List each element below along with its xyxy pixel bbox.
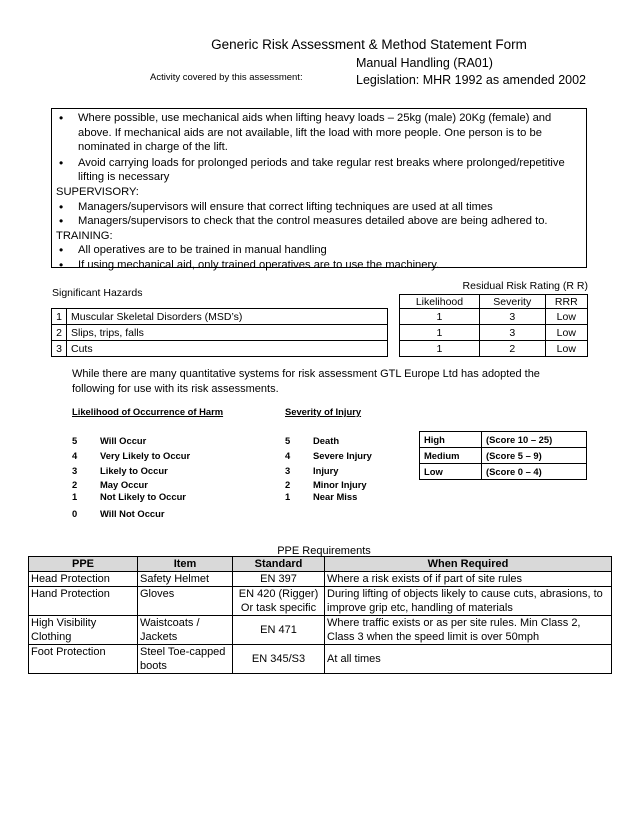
cell: Hand Protection (29, 587, 138, 616)
table-row (400, 309, 588, 325)
hazards-table (51, 308, 388, 357)
cell: 2 (479, 341, 545, 357)
cell: Gloves (138, 587, 233, 616)
control-item: • Managers/supervisors will ensure that correct lifting techniques are used at all times (56, 200, 582, 215)
col-header: Likelihood (400, 295, 480, 309)
cell: During lifting of objects likely to cause cuts, abrasions, to improve grip etc, handling of materials (325, 587, 612, 616)
section-heading-training: TRAINING: (56, 229, 113, 242)
control-item: • Managers/supervisors to check that the control measures detailed above are being adhered to. (56, 214, 582, 229)
severity-row: 3 Injury (285, 465, 339, 476)
cell: EN 345/S3 (233, 645, 325, 674)
hazard-text: Slips, trips, falls (67, 325, 388, 341)
severity-row: 4 Severe Injury (285, 450, 372, 461)
cell: Where a risk exists of if part of site rules (325, 572, 612, 587)
likelihood-heading: Likelihood of Occurrence of Harm (72, 406, 224, 417)
cell: Safety Helmet (138, 572, 233, 587)
table-row (29, 645, 612, 674)
control-item: • Avoid carrying loads for prolonged periods and take regular rest breaks where prolonged/repetitive lifting is necessary (56, 156, 582, 185)
score-range: (Score 5 – 9) (482, 448, 587, 464)
table-row (400, 341, 588, 357)
cell: Low (545, 341, 587, 357)
severity-row: 5 Death (285, 435, 340, 446)
hazard-number: 2 (52, 325, 67, 341)
hazard-number: 1 (52, 309, 67, 325)
score-level: Medium (420, 448, 482, 464)
table-row (29, 616, 612, 645)
likelihood-row: 5 Will Occur (72, 435, 147, 446)
table-header-row (29, 557, 612, 572)
score-range: (Score 10 – 25) (482, 432, 587, 448)
control-item: • If using mechanical aid, only trained operatives are to use the machinery. (56, 258, 582, 273)
col-header: PPE (29, 557, 138, 572)
activity-value: Manual Handling (RA01) (356, 56, 493, 70)
hazard-text: Cuts (67, 341, 388, 357)
table-header-row (400, 295, 588, 309)
cell: Foot Protection (29, 645, 138, 674)
activity-label: Activity covered by this assessment: (150, 72, 303, 83)
cell: 3 (479, 325, 545, 341)
cell: Steel Toe-capped boots (138, 645, 233, 674)
likelihood-row: 2 May Occur (72, 479, 148, 490)
cell: 1 (400, 325, 480, 341)
likelihood-row: 0 Will Not Occur (72, 508, 165, 519)
intro-paragraph: While there are many quantitative systems for risk assessment GTL Europe Ltd has adopted the following for use with its risk assessments. (72, 368, 540, 395)
ppe-heading: PPE Requirements (277, 545, 371, 557)
col-header: Severity (479, 295, 545, 309)
severity-heading: Severity of Injury (285, 406, 362, 417)
legislation-text: Legislation: MHR 1992 as amended 2002 (356, 73, 587, 87)
form-title: Generic Risk Assessment & Method Statement Form (211, 37, 527, 52)
cell: Where traffic exists or as per site rules. Min Class 2, Class 3 when the speed limit is over 50mph (325, 616, 612, 645)
table-row (52, 325, 388, 341)
residual-heading: Residual Risk Rating (R R) (462, 280, 588, 292)
cell: EN 420 (Rigger) Or task specific (233, 587, 325, 616)
table-row (420, 464, 587, 480)
cell: Low (545, 309, 587, 325)
cell: Waistcoats / Jackets (138, 616, 233, 645)
ppe-table (28, 556, 612, 674)
table-row (52, 341, 388, 357)
cell: Head Protection (29, 572, 138, 587)
control-item: • All operatives are to be trained in manual handling (56, 243, 582, 258)
section-heading-supervisory: SUPERVISORY: (56, 185, 139, 198)
table-row (29, 572, 612, 587)
cell: 1 (400, 309, 480, 325)
score-table (419, 431, 587, 480)
score-level: High (420, 432, 482, 448)
likelihood-row: 4 Very Likely to Occur (72, 450, 191, 461)
table-row (52, 309, 388, 325)
col-header: When Required (325, 557, 612, 572)
cell: 1 (400, 341, 480, 357)
cell: 3 (479, 309, 545, 325)
col-header: RRR (545, 295, 587, 309)
control-item: • Where possible, use mechanical aids when lifting heavy loads – 25kg (male) 20Kg (female) and above. If mechanical aids are not available, lift the load with more people. One person is to be nominated in charge of the lift. (56, 111, 582, 155)
cell: Low (545, 325, 587, 341)
col-header: Item (138, 557, 233, 572)
likelihood-row: 3 Likely to Occur (72, 465, 168, 476)
activity-info (356, 55, 626, 89)
hazards-heading: Significant Hazards (52, 287, 143, 299)
score-range: (Score 0 – 4) (482, 464, 587, 480)
cell: At all times (325, 645, 612, 674)
cell: EN 471 (233, 616, 325, 645)
score-level: Low (420, 464, 482, 480)
hazard-number: 3 (52, 341, 67, 357)
likelihood-row: 1 Not Likely to Occur (72, 491, 186, 502)
residual-table (399, 294, 588, 357)
table-row (400, 325, 588, 341)
col-header: Standard (233, 557, 325, 572)
severity-row: 1 Near Miss (285, 491, 358, 502)
cell: High Visibility Clothing (29, 616, 138, 645)
hazard-text: Muscular Skeletal Disorders (MSD’s) (67, 309, 388, 325)
table-row (420, 448, 587, 464)
table-row (420, 432, 587, 448)
severity-row: 2 Minor Injury (285, 479, 367, 490)
table-row (29, 587, 612, 616)
control-measures-box (51, 108, 587, 271)
cell: EN 397 (233, 572, 325, 587)
